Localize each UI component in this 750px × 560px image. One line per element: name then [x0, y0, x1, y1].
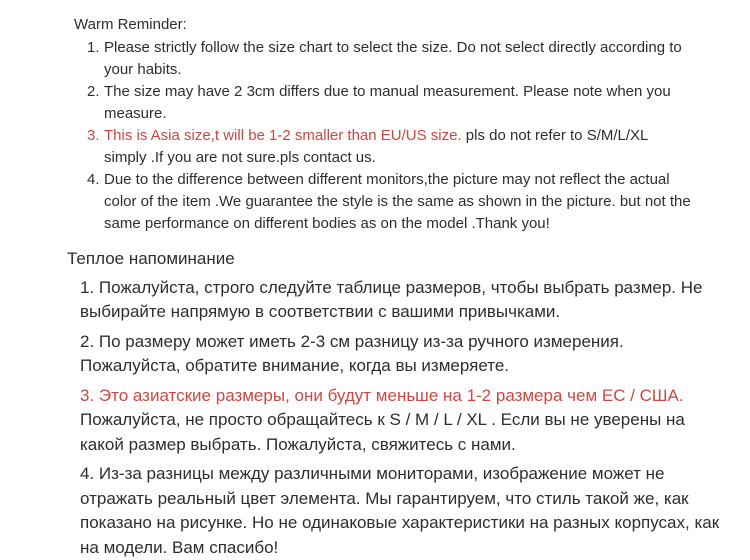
- english-item-4: [87, 169, 750, 235]
- item-text: The size may have 2 3cm differs due to manual measurement. Please note when you measure.: [104, 83, 671, 122]
- red-highlight-text: 3. Это азиатские размеры, они будут меньше на 1-2 размера чем ЕС / США.: [80, 385, 684, 405]
- russian-item-4: 4. Из-за разницы между различными мониторами, изображение может не отражать реальный цвет элемента. Мы гарантируем, что стиль такой же, как показано на рисунке. Но не одинаковые характеристики на разных корпусах, как на модели. Вам спасибо!: [80, 464, 720, 557]
- item-text-rest: Пожалуйста, не просто обращайтесь к S / M / L / XL . Если вы не уверены на какой размер выбрать. Пожалуйста, свяжитесь с нами.: [80, 410, 685, 454]
- russian-item-2: 2. По размеру может иметь 2-3 см разницу из-за ручного измерения. Пожалуйста, обратите внимание, когда вы измеряете.: [80, 331, 624, 375]
- item-number: 2.: [87, 83, 100, 100]
- item-number: 4.: [87, 171, 100, 188]
- item-number: 3.: [87, 127, 100, 144]
- russian-item-1: 1. Пожалуйста, строго следуйте таблице размеров, чтобы выбрать размер. Не выбирайте напрямую в соответствии с вашими привычками.: [80, 277, 703, 321]
- item-text: Please strictly follow the size chart to select the size. Do not select directly according to your habits.: [104, 39, 682, 78]
- russian-item-3: [80, 384, 720, 458]
- russian-section: [0, 247, 750, 560]
- item-text: Due to the difference between different monitors,the picture may not reflect the actual color of the item .We guarantee the style is the same as shown in the picture. but not the same performance on different bodies as on the model .Thank you!: [104, 171, 691, 232]
- red-highlight-text: This is Asia size,t will be 1-2 smaller than EU/US size.: [104, 127, 462, 144]
- english-item-1: [87, 37, 750, 81]
- english-title: Warm Reminder:: [74, 16, 187, 33]
- item-number: 1.: [87, 39, 100, 56]
- english-item-3: [87, 125, 750, 169]
- english-section: [0, 14, 750, 235]
- item-text: [104, 125, 692, 169]
- item-text-rest: pls do not refer to S/M/L/XL simply .If you are not sure.pls contact us.: [104, 127, 648, 166]
- english-item-2: [87, 81, 750, 125]
- russian-title: Теплое напоминание: [67, 249, 235, 268]
